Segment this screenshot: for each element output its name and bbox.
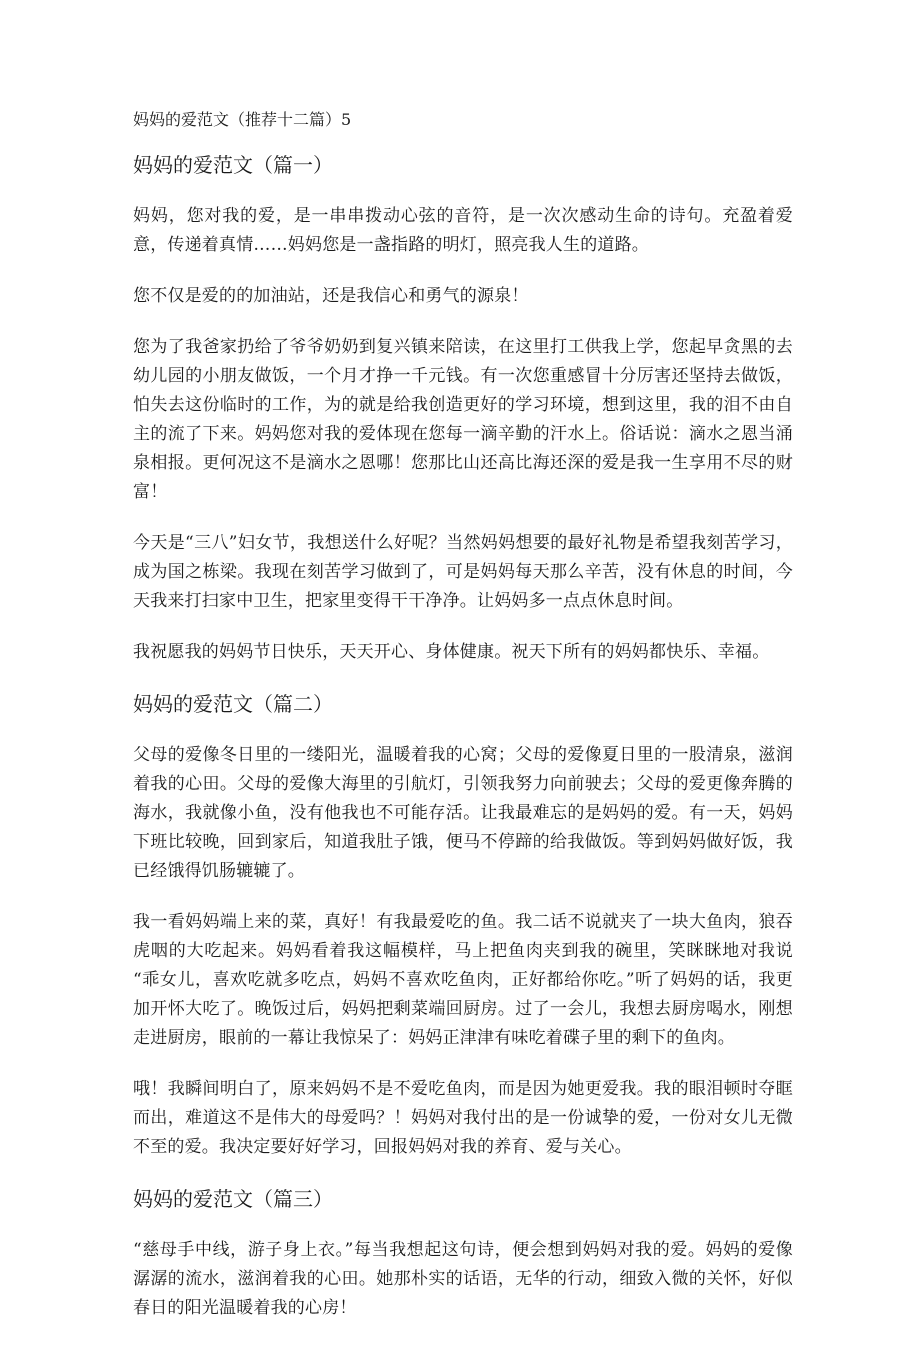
section-heading: 妈妈的爱范文（篇二） bbox=[133, 692, 333, 716]
paragraph: 哦！我瞬间明白了，原来妈妈不是不爱吃鱼肉，而是因为她更爱我。我的眼泪顿时夺眶而出，难道这不是伟大的母爱吗？！妈妈对我付出的是一份诚挚的爱，一份对女儿无微不至的爱。我决定要好好学习，回报妈妈对我的养育、爱与关心。 bbox=[133, 1079, 793, 1157]
paragraph: “慈母手中线，游子身上衣。”每当我想起这句诗，便会想到妈妈对我的爱。妈妈的爱像潺潺的流水，滋润着我的心田。她那朴实的话语，无华的行动，细致入微的关怀，好似春日的阳光温暖着我的心房！ bbox=[133, 1240, 793, 1318]
paragraph: 您为了我爸家扔给了爷爷奶奶到复兴镇来陪读，在这里打工供我上学，您起早贪黑的去幼儿园的小朋友做饭，一个月才挣一千元钱。有一次您重感冒十分厉害还坚持去做饭，怕失去这份临时的工作，为的就是给我创造更好的学习环境，想到这里，我的泪不由自主的流了下来。妈妈您对我的爱体现在您每一滴辛勤的汗水上。俗话说：滴水之恩当涌泉相报。更何况这不是滴水之恩哪！您那比山还高比海还深的爱是我一生享用不尽的财富！ bbox=[133, 337, 793, 502]
document-title: 妈妈的爱范文（推荐十二篇）5 bbox=[133, 110, 352, 129]
paragraph: 您不仅是爱的的加油站，还是我信心和勇气的源泉！ bbox=[133, 286, 529, 306]
document-page bbox=[133, 108, 793, 1345]
section-3 bbox=[133, 1184, 793, 1323]
section-heading: 妈妈的爱范文（篇一） bbox=[133, 153, 333, 177]
paragraph: 妈妈，您对我的爱，是一串串拨动心弦的音符，是一次次感动生命的诗句。充盈着爱意，传递着真情……妈妈您是一盏指路的明灯，照亮我人生的道路。 bbox=[133, 206, 793, 255]
paragraph: 我祝愿我的妈妈节日快乐，天天开心、身体健康。祝天下所有的妈妈都快乐、幸福。 bbox=[133, 642, 770, 662]
section-2 bbox=[133, 689, 793, 1162]
section-heading: 妈妈的爱范文（篇三） bbox=[133, 1187, 333, 1211]
section-1 bbox=[133, 150, 793, 667]
paragraph: 我一看妈妈端上来的菜，真好！有我最爱吃的鱼。我二话不说就夹了一块大鱼肉，狼吞虎咽的大吃起来。妈妈看着我这幅模样，马上把鱼肉夹到我的碗里，笑眯眯地对我说 “乖女儿，喜欢吃就多吃点，妈妈不喜欢吃鱼肉，正好都给你吃。”听了妈妈的话，我更加开怀大吃了。晚饭过后，妈妈把剩菜端回厨房。过了一会儿，我想去厨房喝水，刚想走进厨房，眼前的一幕让我惊呆了：妈妈正津津有味吃着碟子里的剩下的鱼肉。 bbox=[133, 912, 793, 1048]
paragraph: 父母的爱像冬日里的一缕阳光，温暖着我的心窝；父母的爱像夏日里的一股清泉，滋润着我的心田。父母的爱像大海里的引航灯，引领我努力向前驶去；父母的爱更像奔腾的海水，我就像小鱼，没有他我也不可能存活。让我最难忘的是妈妈的爱。有一天，妈妈下班比较晚，回到家后，知道我肚子饿，便马不停蹄的给我做饭。等到妈妈做好饭，我已经饿得饥肠辘辘了。 bbox=[133, 745, 793, 881]
paragraph: 今天是“三八”妇女节，我想送什么好呢？当然妈妈想要的最好礼物是希望我刻苦学习，成为国之栋梁。我现在刻苦学习做到了，可是妈妈每天那么辛苦，没有休息的时间，今天我来打扫家中卫生，把家里变得干干净净。让妈妈多一点点休息时间。 bbox=[133, 533, 793, 611]
